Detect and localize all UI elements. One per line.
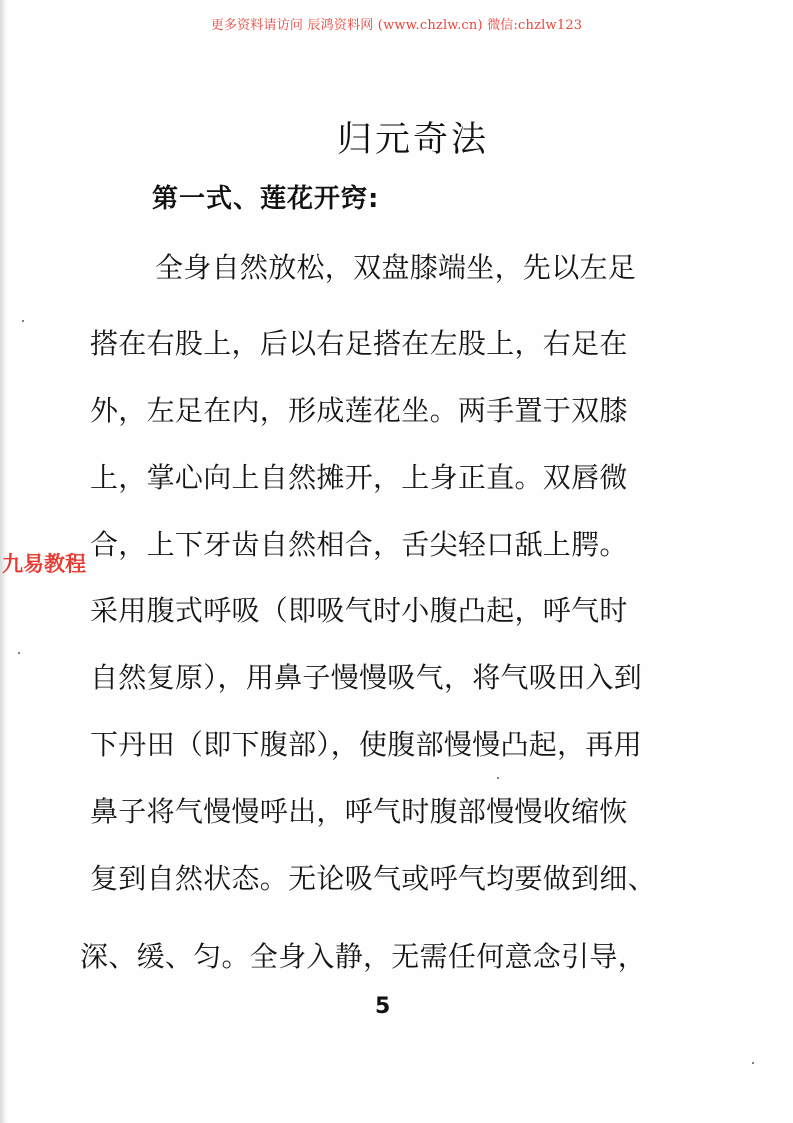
- body-line: 采用腹式呼吸（即吸气时小腹凸起，呼气时: [90, 594, 628, 627]
- scan-speck: [752, 1062, 754, 1064]
- scan-speck: [497, 777, 499, 779]
- header-note: 更多资料请访问 辰鸿资料网 (www.chzlw.cn) 微信:chzlw123: [210, 18, 583, 33]
- scan-speck: [22, 320, 24, 322]
- body-line: 复到自然状态。无论吸气或呼气均要做到细、: [90, 862, 657, 895]
- body-line: 上，掌心向上自然摊开，上身正直。双唇微: [90, 461, 628, 494]
- body-line: 全身自然放松，双盘膝端坐，先以左足: [155, 251, 637, 284]
- body-line: 鼻子将气慢慢呼出，呼气时腹部慢慢收缩恢: [90, 795, 628, 828]
- body-line: 自然复原），用鼻子慢慢吸气，将气吸田入到: [90, 661, 643, 694]
- page-number: 5: [375, 994, 391, 1019]
- section-heading: 第一式、莲花开窍:: [152, 184, 380, 214]
- body-line: 合，上下牙齿自然相合，舌尖轻口舐上腭。: [90, 528, 628, 561]
- watermark-label: 九易教程: [2, 552, 86, 576]
- scan-speck: [18, 652, 20, 654]
- body-line: 外，左足在内，形成莲花坐。两手置于双膝: [90, 394, 628, 427]
- body-line: 深、缓、匀。全身入静，无需任何意念引导，: [80, 940, 647, 973]
- page-title: 归元奇法: [337, 120, 490, 160]
- body-line: 搭在右股上，后以右足搭在左股上，右足在: [90, 327, 628, 360]
- body-line: 下丹田（即下腹部），使腹部慢慢凸起，再用: [90, 728, 643, 761]
